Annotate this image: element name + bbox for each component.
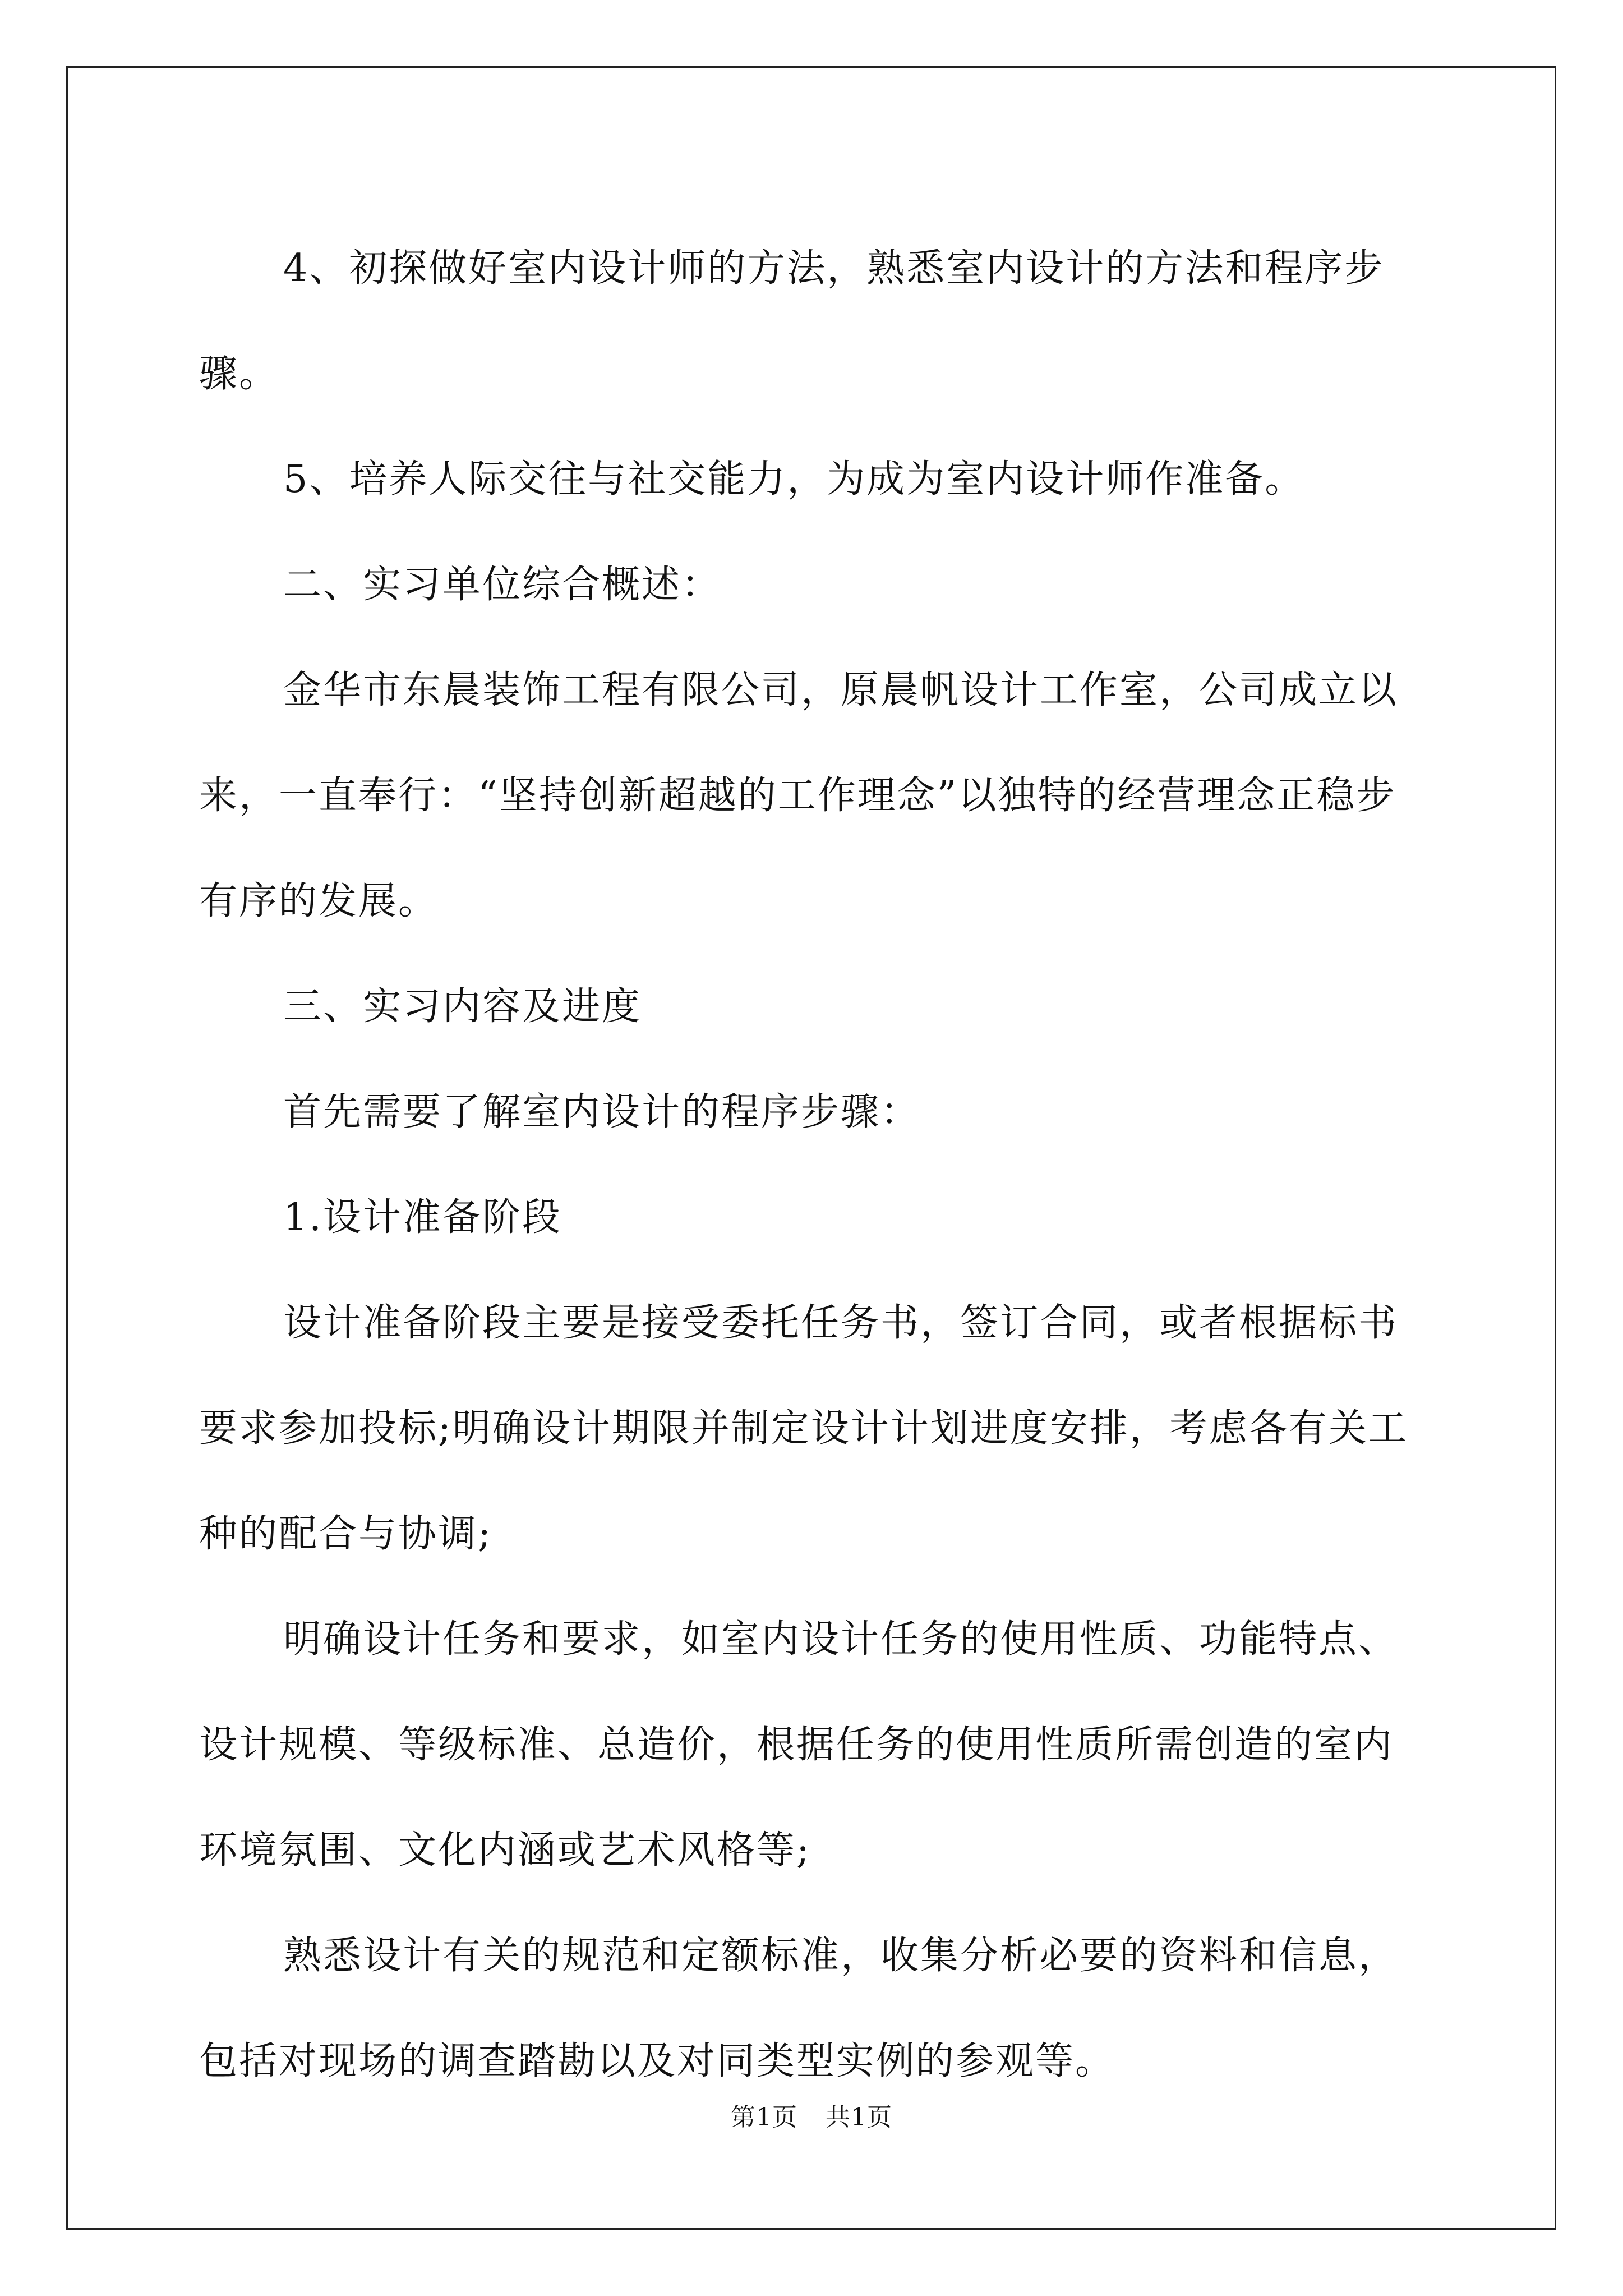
section-heading-3: 三、实习内容及进度 [283, 984, 642, 1029]
paragraph-preparation: 设计准备阶段主要是接受委托任务书，签订合同，或者根据标书要求参加投标;明确设计期限并制定设计计划进度安排，考虑各有关工种的配合与协调; [199, 1301, 1408, 1556]
paragraph-1: 4、初探做好室内设计师的方法，熟悉室内设计的方法和程序步骤。 [199, 246, 1385, 396]
page-total: 共1页 [826, 2103, 892, 2132]
subsection-heading-1: 1.设计准备阶段 [283, 1195, 562, 1240]
paragraph-standards: 熟悉设计有关的规范和定额标准，收集分析必要的资料和信息，包括对现场的调查踏勘以及对同类型实例的参观等。 [199, 1934, 1399, 2083]
page-number: 第1页 [731, 2103, 797, 2132]
page-footer [0, 2101, 1623, 2134]
paragraph-company-overview: 金华市东晨装饰工程有限公司，原晨帆设计工作室，公司成立以来，一直奉行：“坚持创新超越的工作理念”以独特的经营理念正稳步有序的发展。 [199, 668, 1399, 923]
paragraph-requirements: 明确设计任务和要求，如室内设计任务的使用性质、功能特点、设计规模、等级标准、总造价，根据任务的使用性质所需创造的室内环境氛围、文化内涵或艺术风格等; [199, 1617, 1399, 1872]
document-body [199, 216, 1433, 2114]
paragraph-2: 5、培养人际交往与社交能力，为成为室内设计师作准备。 [283, 457, 1305, 501]
section-heading-2: 二、实习单位综合概述： [283, 563, 722, 607]
paragraph-intro-steps: 首先需要了解室内设计的程序步骤： [283, 1090, 921, 1134]
